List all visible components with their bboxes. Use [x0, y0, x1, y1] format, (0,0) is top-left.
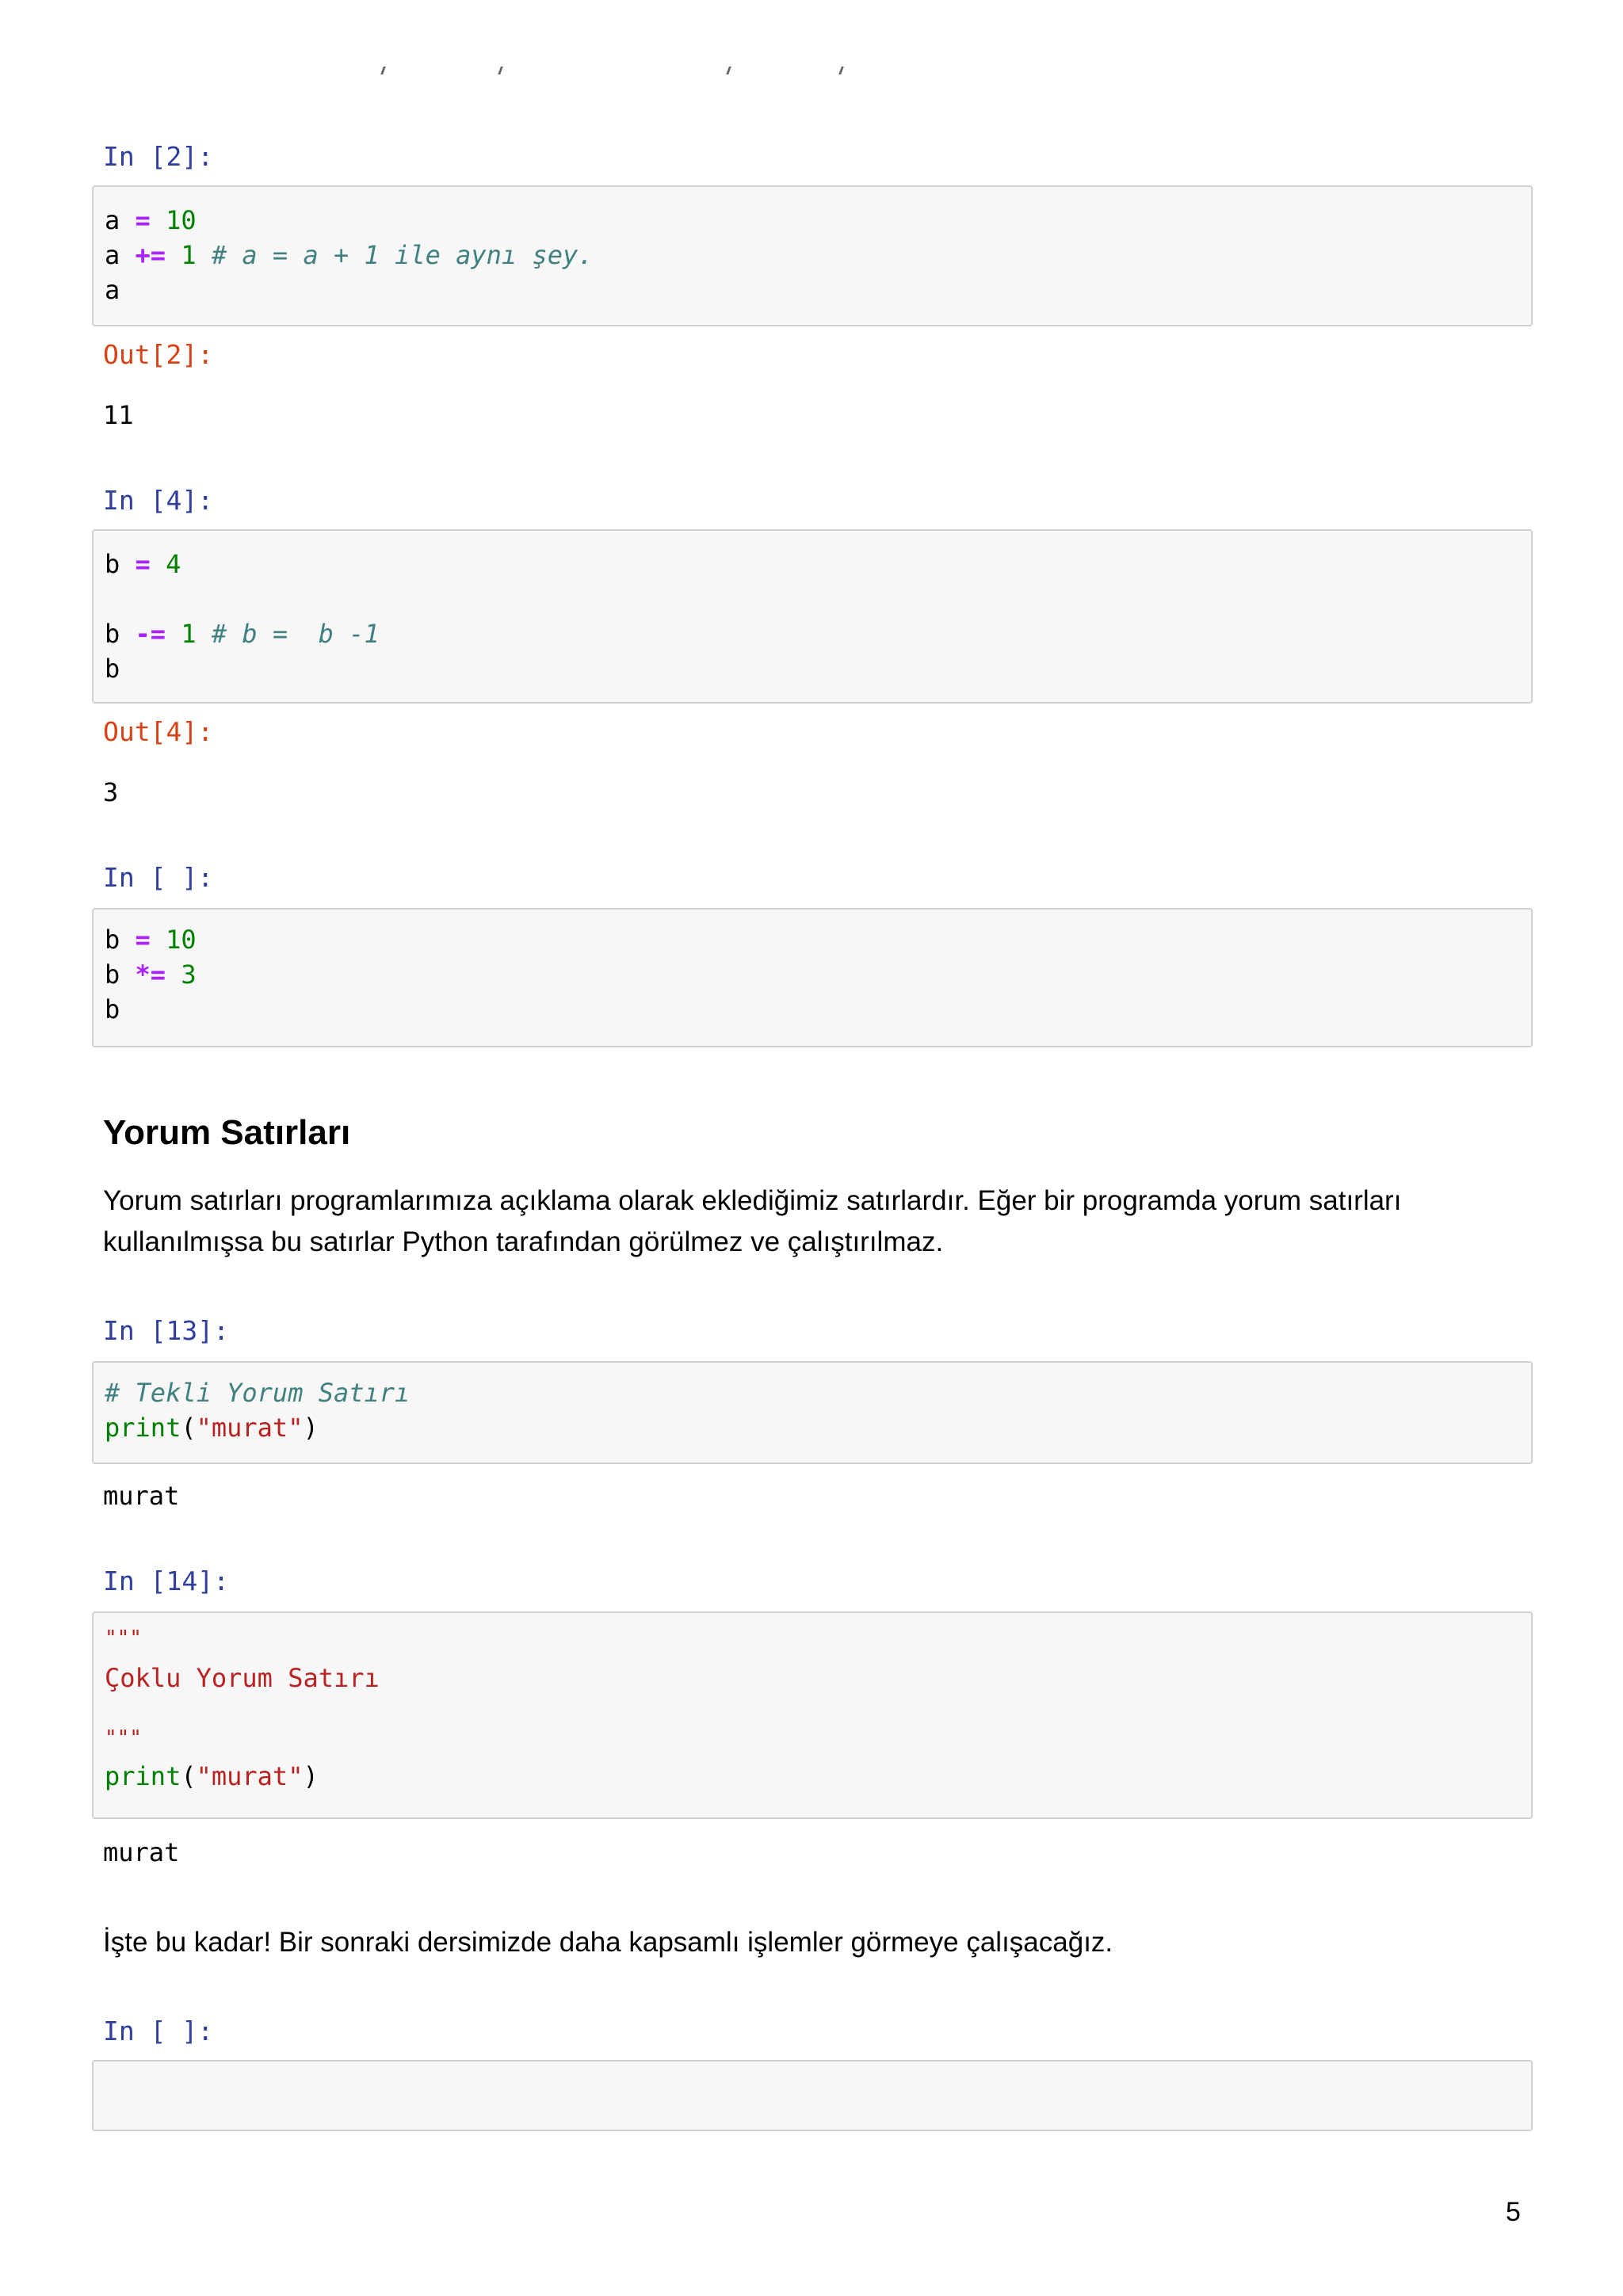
cutoff-mark [498, 67, 503, 74]
code-comment: # a = a + 1 ile aynı şey. [211, 240, 594, 270]
string-literal: "murat" [196, 1413, 304, 1443]
cutoff-mark [380, 67, 386, 74]
paragraph-line: kullanılmışsa bu satırlar Python tarafından görülmez ve çalıştırılmaz. [103, 1226, 944, 1257]
code-line: print("murat") [105, 1413, 319, 1443]
code-line: a = 10 [105, 205, 197, 235]
cell-output: 3 [103, 777, 119, 807]
code-line: a += 1 # a = a + 1 ile aynı şey. [105, 240, 594, 270]
docstring-delimiter: """ [105, 1726, 142, 1750]
input-prompt: In [13]: [103, 1315, 229, 1346]
code-cell[interactable] [92, 1361, 1533, 1464]
code-line: b [105, 654, 120, 684]
code-cell[interactable] [92, 529, 1533, 704]
code-cell[interactable] [92, 185, 1533, 326]
page-number: 5 [1506, 2197, 1521, 2227]
cutoff-mark [838, 67, 844, 74]
input-prompt: In [4]: [103, 485, 214, 516]
code-line: b *= 3 [105, 959, 197, 990]
print-function: print [105, 1413, 181, 1443]
code-line: print("murat") [105, 1761, 319, 1791]
code-line: b -= 1 # b = b -1 [105, 619, 380, 649]
output-prompt: Out[2]: [103, 339, 214, 370]
code-comment: # Tekli Yorum Satırı [105, 1378, 411, 1408]
input-prompt: In [ ]: [103, 2016, 214, 2046]
code-cell[interactable] [92, 1611, 1533, 1819]
string-literal: "murat" [196, 1761, 304, 1791]
cell-output: murat [103, 1837, 180, 1867]
print-function: print [105, 1761, 181, 1791]
docstring-text: Çoklu Yorum Satırı [105, 1663, 380, 1693]
cell-output: murat [103, 1481, 180, 1511]
code-line: b = 4 [105, 549, 181, 579]
empty-code-cell[interactable] [92, 2060, 1533, 2131]
code-comment: # b = b -1 [211, 619, 380, 649]
code-cell[interactable] [92, 908, 1533, 1047]
cell-output: 11 [103, 400, 134, 430]
closing-paragraph: İşte bu kadar! Bir sonraki dersimizde daha kapsamlı işlemler görmeye çalışacağız. [103, 1927, 1113, 1958]
cutoff-mark [726, 67, 731, 74]
input-prompt: In [2]: [103, 141, 214, 172]
code-line: b [105, 994, 120, 1024]
input-prompt: In [14]: [103, 1566, 229, 1596]
code-line: a [105, 275, 120, 305]
code-line: b = 10 [105, 925, 197, 955]
section-heading: Yorum Satırları [103, 1113, 351, 1152]
docstring-delimiter: """ [105, 1627, 142, 1650]
input-prompt: In [ ]: [103, 862, 214, 893]
paragraph-line: Yorum satırları programlarımıza açıklama olarak eklediğimiz satırlardır. Eğer bir programda yorum satırları [103, 1185, 1402, 1216]
output-prompt: Out[4]: [103, 716, 214, 747]
